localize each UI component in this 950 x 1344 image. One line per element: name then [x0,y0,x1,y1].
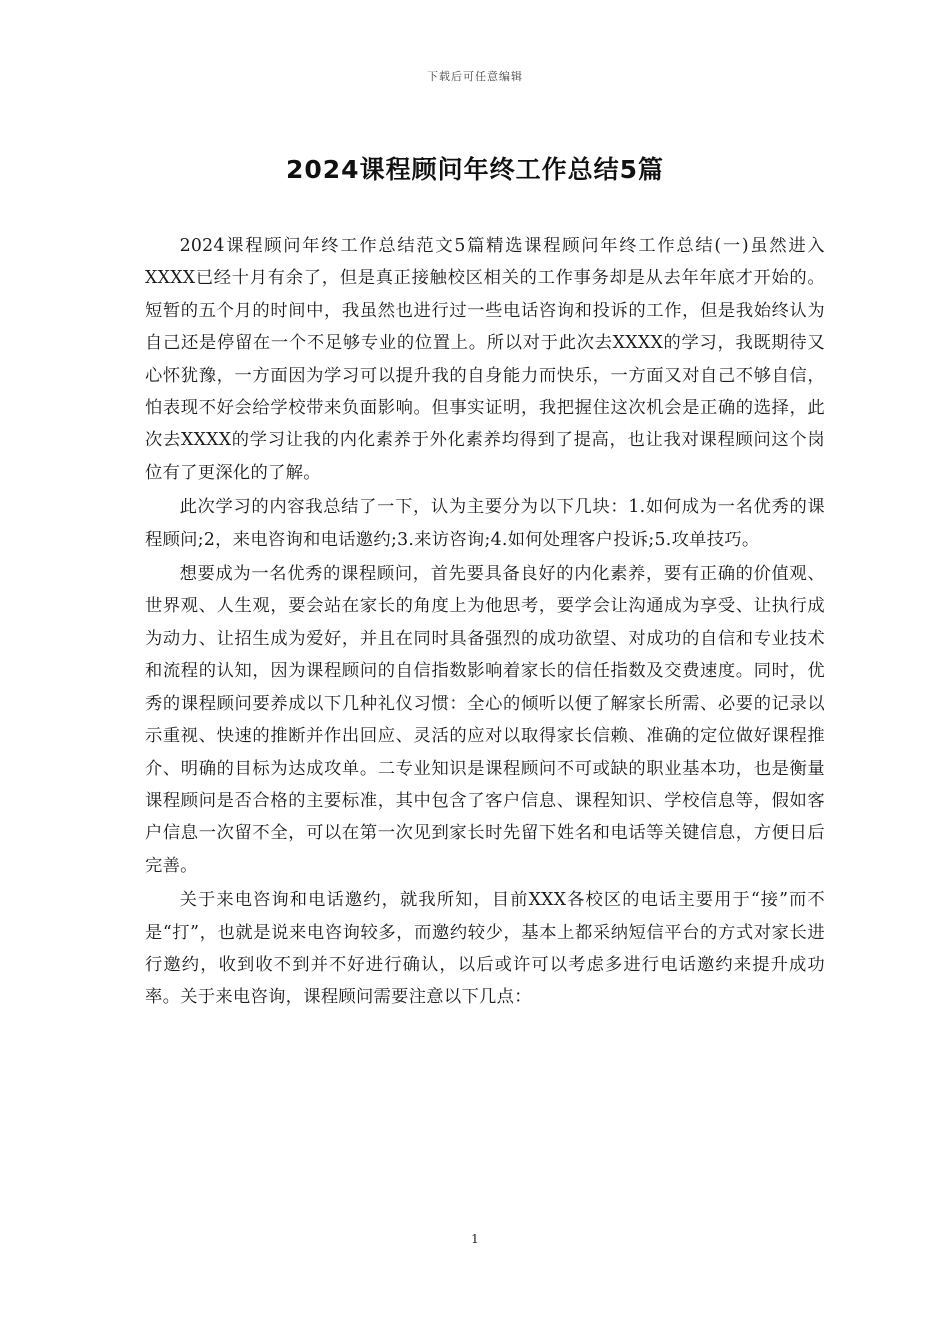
document-title: 2024课程顾问年终工作总结5篇 [286,155,664,184]
paragraph-2: 此次学习的内容我总结了一下，认为主要分为以下几块：1.如何成为一名优秀的课程顾问;2，来电咨询和电话邀约;3.来访咨询;4.如何处理客户投诉;5.攻单技巧。 [145,497,825,550]
header-note: 下载后可任意编辑 [427,70,523,83]
page-number: 1 [471,1232,479,1246]
paragraph-3: 想要成为一名优秀的课程顾问，首先要具备良好的内化素养，要有正确的价值观、世界观、人生观，要会站在家长的角度上为他思考，要学会让沟通成为享受、让执行成为动力、让招生成为爱好，并且在同时具备强烈的成功欲望、对成功的自信和专业技术和流程的认知，因为课程顾问的自信指数影响着家长的信任指数及交费速度。同时，优秀的课程顾问要养成以下几种礼仪习惯：全心的倾听以便了解家长所需、必要的记录以示重视、快速的推断并作出回应、灵活的应对以取得家长信赖、准确的定位做好课程推介、明确的目标为达成攻单。二专业知识是课程顾问不可或缺的职业基本功，也是衡量课程顾问是否合格的主要标准，其中包含了客户信息、课程知识、学校信息等，假如客户信息一次留不全，可以在第一次见到家长时先留下姓名和电话等关键信息，方便日后完善。 [145,564,825,876]
document-body [145,230,825,1016]
paragraph-1: 2024课程顾问年终工作总结范文5篇精选课程顾问年终工作总结(一)虽然进入XXXX已经十月有余了，但是真正接触校区相关的工作事务却是从去年年底才开始的。短暂的五个月的时间中，我虽然也进行过一些电话咨询和投诉的工作，但是我始终认为自己还是停留在一个不足够专业的位置上。所以对于此次去XXXX的学习，我既期待又心怀犹豫，一方面因为学习可以提升我的自身能力而快乐，一方面又对自己不够自信，怕表现不好会给学校带来负面影响。但事实证明，我把握住这次机会是正确的选择，此次去XXXX的学习让我的内化素养于外化素养均得到了提高，也让我对课程顾问这个岗位有了更深化的了解。 [145,236,825,483]
paragraph-4: 关于来电咨询和电话邀约，就我所知，目前XXX各校区的电话主要用于“接”而不是“打”，也就是说来电咨询较多，而邀约较少，基本上都采纳短信平台的方式对家长进行邀约，收到收不到并不好进行确认，以后或许可以考虑多进行电话邀约来提升成功率。关于来电咨询，课程顾问需要注意以下几点： [145,890,825,1008]
